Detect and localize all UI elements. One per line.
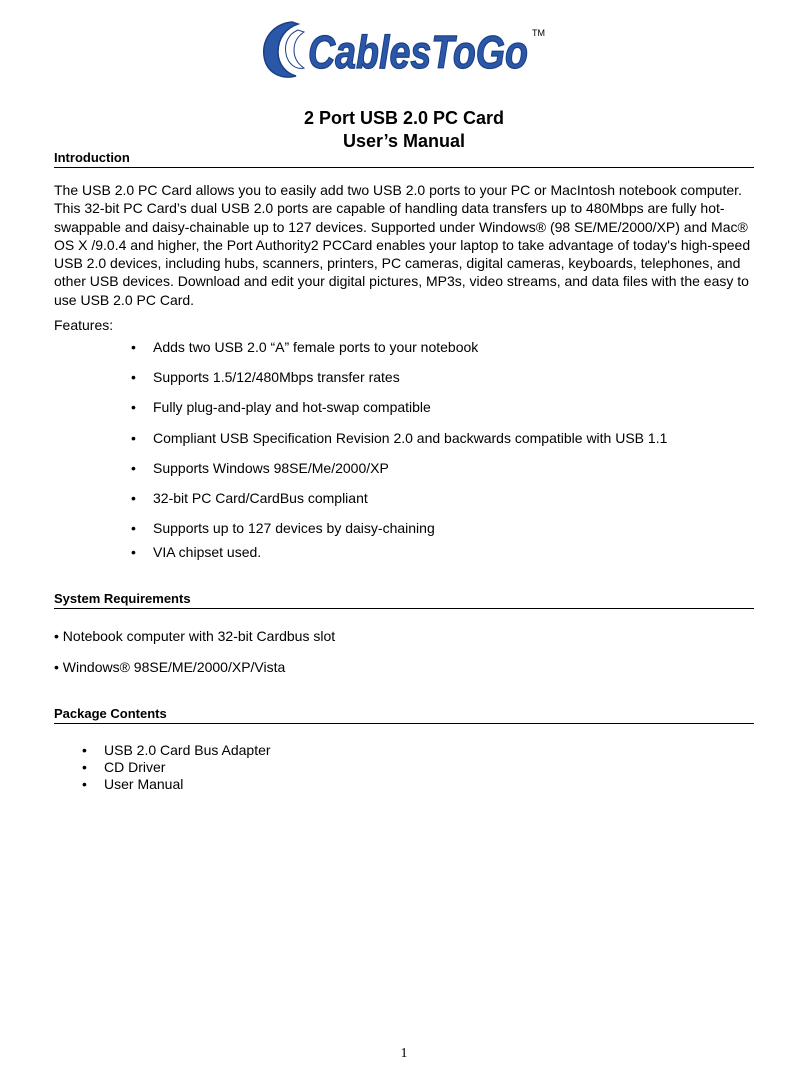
feature-item (131, 543, 261, 561)
bullet-icon: • (131, 369, 136, 385)
feature-text: Adds two USB 2.0 “A” female ports to your notebook (153, 339, 479, 355)
requirement-item: • Notebook computer with 32-bit Cardbus slot (54, 628, 336, 644)
cablestogo-logo (258, 12, 550, 86)
package-item (82, 776, 183, 793)
bullet-icon: • (131, 490, 136, 506)
features-label: Features: (54, 317, 114, 333)
logo-trademark: TM (532, 28, 545, 38)
feature-item (131, 368, 400, 386)
package-item-text: User Manual (104, 776, 184, 792)
feature-item (131, 429, 667, 447)
document-title: 2 Port USB 2.0 PC Card (303, 108, 505, 128)
page-number: 1 (400, 1046, 408, 1061)
document-subtitle: User’s Manual (342, 131, 466, 151)
requirement-item: • Windows® 98SE/ME/2000/XP/Vista (54, 659, 286, 675)
feature-item (131, 398, 431, 416)
feature-text: Supports up to 127 devices by daisy-chaining (153, 520, 435, 536)
bullet-icon: • (131, 544, 136, 560)
package-item-text: CD Driver (104, 759, 166, 775)
bullet-icon: • (82, 759, 87, 775)
feature-item (131, 338, 478, 356)
logo-graphic (258, 12, 550, 86)
package-item-text: USB 2.0 Card Bus Adapter (104, 742, 271, 758)
feature-text: Supports 1.5/12/480Mbps transfer rates (153, 369, 400, 385)
feature-text: Fully plug-and-play and hot-swap compatible (153, 399, 431, 415)
feature-text: Compliant USB Specification Revision 2.0 and backwards compatible with USB 1.1 (153, 430, 668, 446)
feature-text: Supports Windows 98SE/Me/2000/XP (153, 460, 389, 476)
bullet-icon: • (131, 430, 136, 446)
bullet-icon: • (131, 339, 136, 355)
bullet-icon: • (131, 520, 136, 536)
bullet-icon: • (82, 742, 87, 758)
package-item (82, 759, 165, 776)
feature-text: VIA chipset used. (153, 544, 262, 560)
introduction-heading: Introduction (54, 150, 754, 168)
logo-wordmark: CablesToGo (308, 26, 528, 78)
feature-item (131, 489, 368, 507)
bullet-icon: • (131, 399, 136, 415)
package-contents-heading: Package Contents (54, 706, 754, 724)
feature-item (131, 519, 435, 537)
introduction-body: The USB 2.0 PC Card allows you to easily add two USB 2.0 ports to your PC or MacIntosh notebook computer. This 32-bit PC Card’s dual USB 2.0 ports are capable of handling data transfers up to 480Mbps are fully hot-swappable and daisy-chainable up to 127 devices. Supported under Windows® (98 SE/ME/2000/XP) and Mac® OS X /9.0.4 and higher, the Port Authority2 PCCard enables your laptop to take advantage of today's high-speed USB 2.0 devices, including hubs, scanners, printers, PC cameras, digital cameras, keyboards, telephones, and other USB devices. Download and edit your digital pictures, MP3s, video streams, and data files with the easy to use USB 2.0 PC Card. (54, 182, 751, 308)
package-item (82, 742, 271, 759)
bullet-icon: • (131, 460, 136, 476)
feature-item (131, 459, 389, 477)
feature-text: 32-bit PC Card/CardBus compliant (153, 490, 368, 506)
bullet-icon: • (82, 776, 87, 792)
system-requirements-heading: System Requirements (54, 591, 754, 609)
